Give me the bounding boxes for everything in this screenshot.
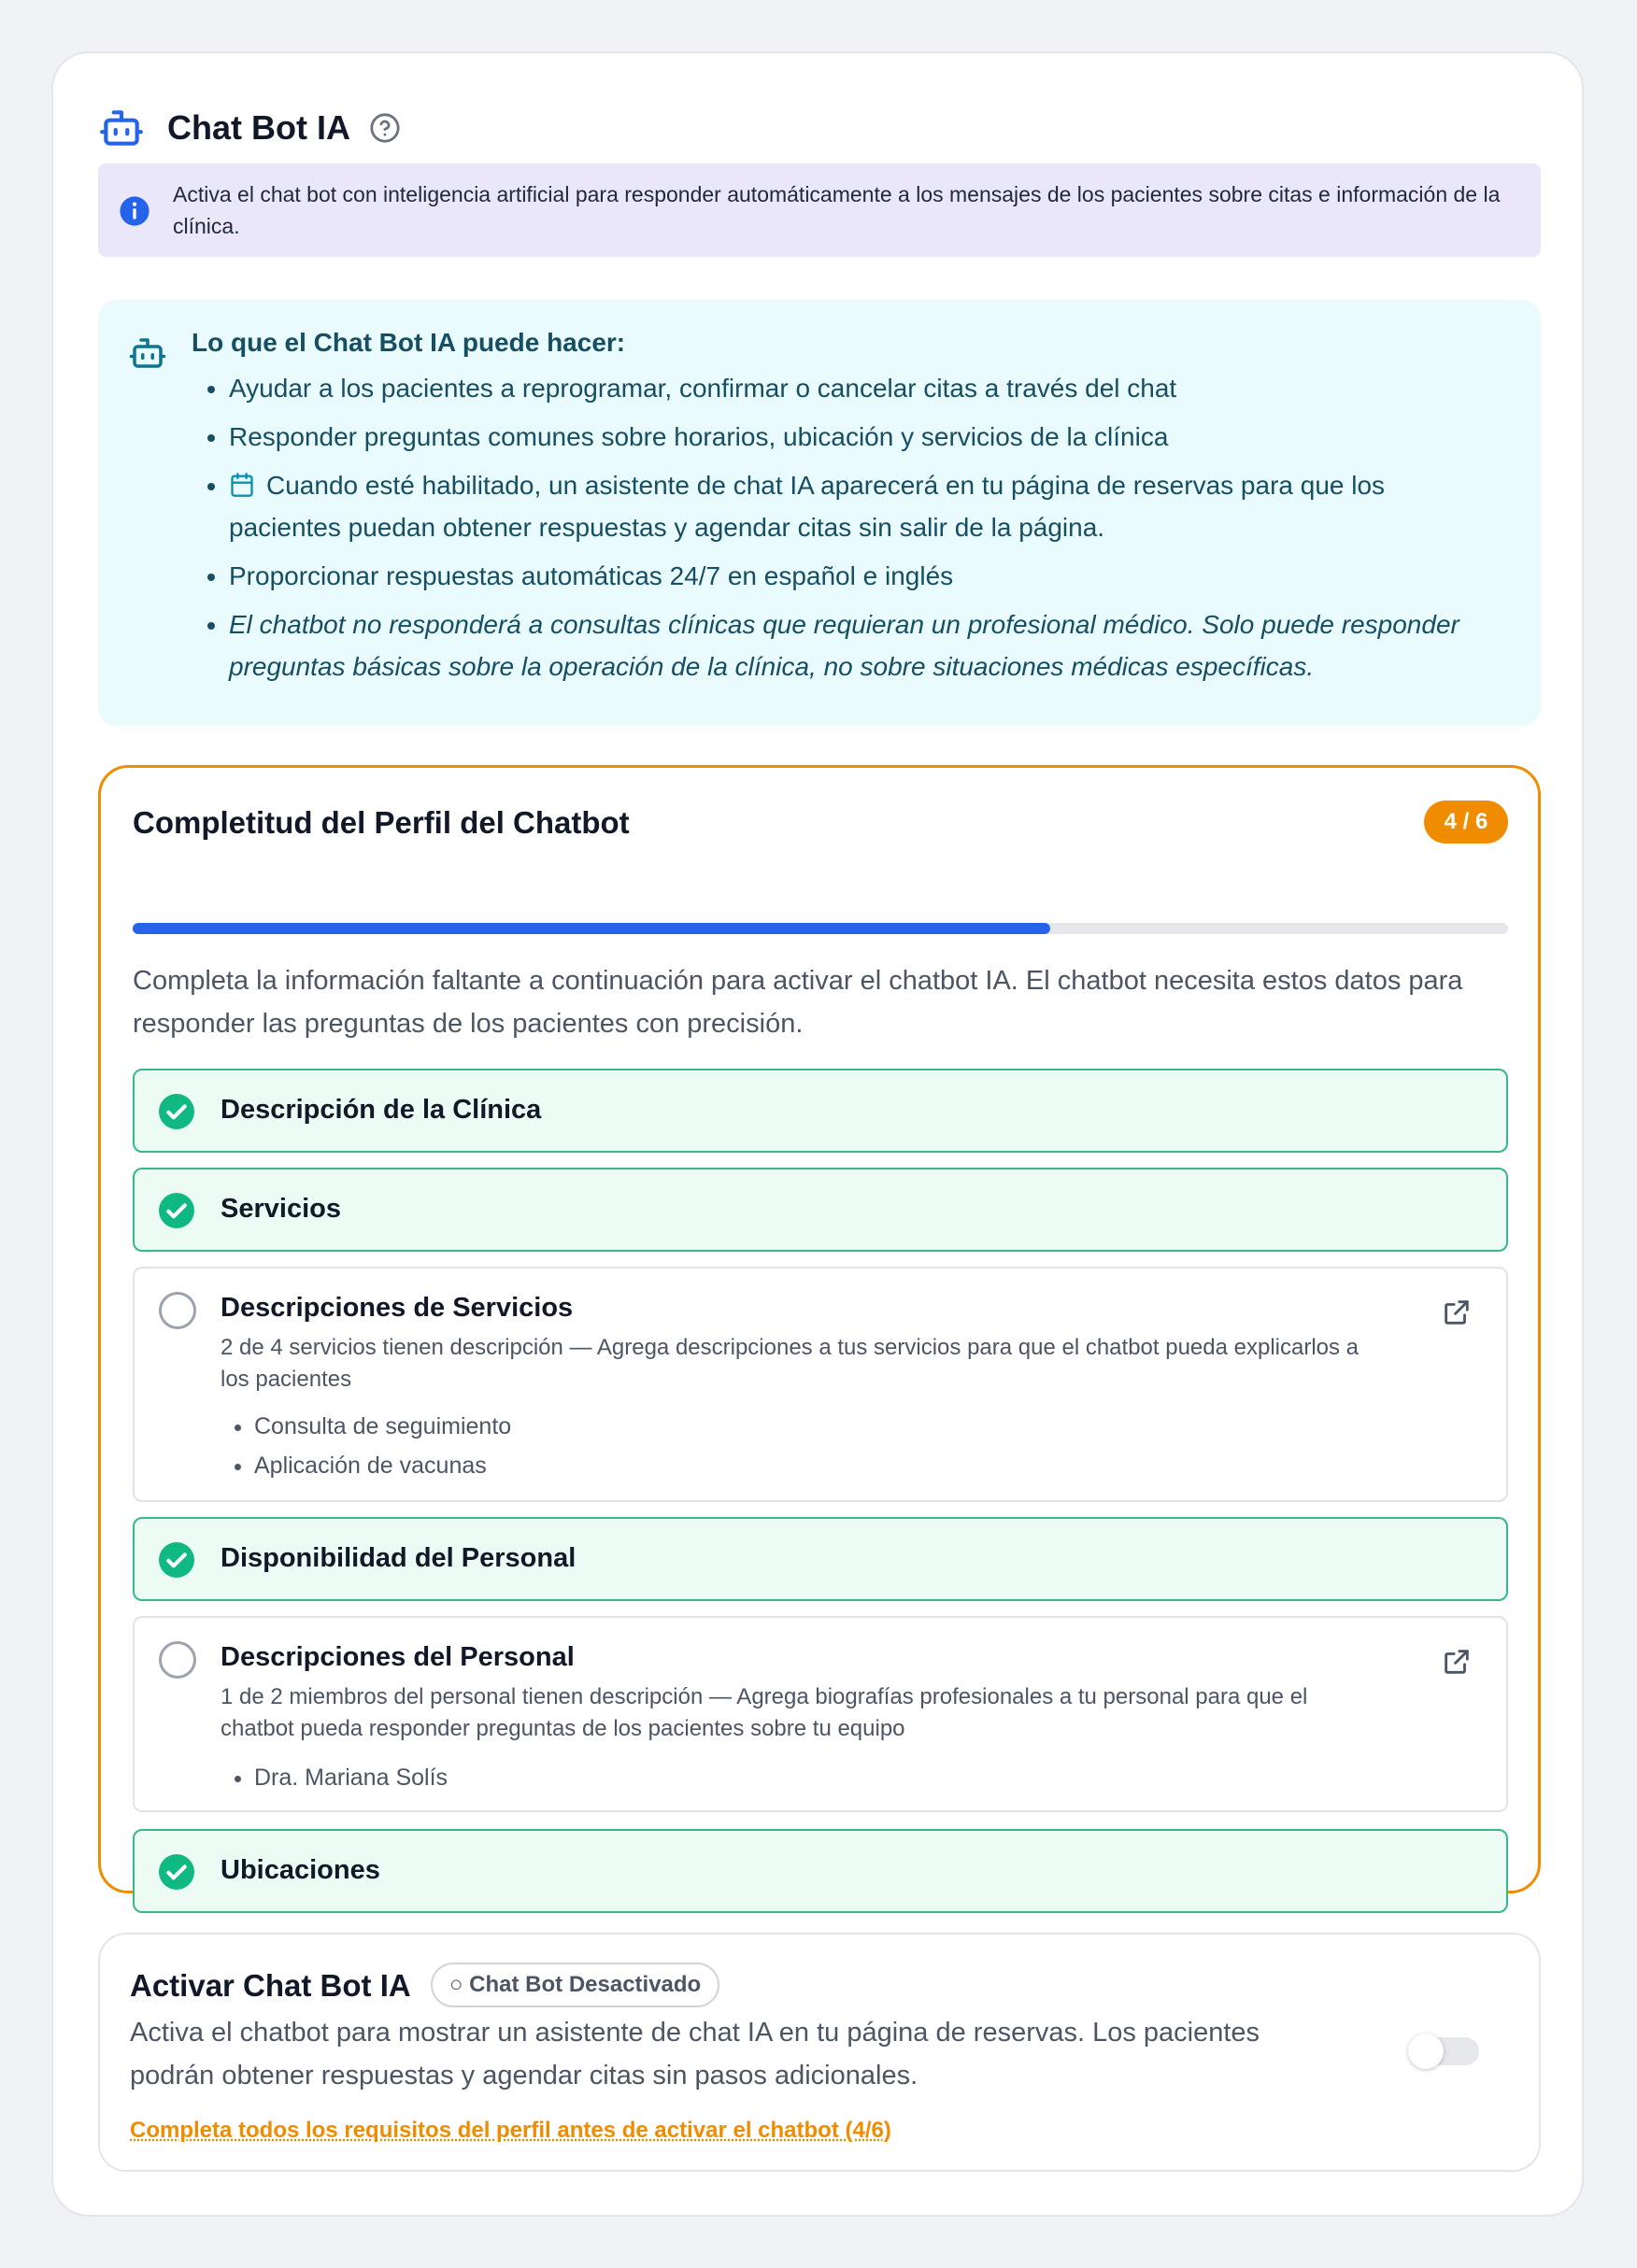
- page-title: Chat Bot IA: [167, 108, 350, 147]
- capabilities-panel: [98, 300, 1541, 726]
- check-circle-icon: [159, 1193, 194, 1228]
- requirement-detail: 1 de 2 miembros del personal tienen descripción — Agrega biografías profesionales a tu personal para que el chatbot pueda responder preguntas de los pacientes sobre tu equipo: [221, 1684, 1308, 1741]
- card-header: [98, 100, 401, 156]
- info-banner: [98, 163, 1541, 257]
- capability-item: • Ayudar a los pacientes a reprogramar, confirmar o cancelar citas a través del chat: [229, 367, 1556, 409]
- activate-title: Activar Chat Bot IA: [130, 1968, 411, 2003]
- completeness-title: Completitud del Perfil del Chatbot: [133, 805, 630, 840]
- requirement-services: [133, 1168, 1508, 1252]
- requirement-label: Servicios: [221, 1194, 341, 1224]
- empty-circle-icon: [159, 1641, 196, 1679]
- profile-completeness-panel: [98, 765, 1541, 1893]
- requirement-staff-availability: [133, 1517, 1508, 1601]
- capability-item: • Proporcionar respuestas automáticas 24/7 en español e inglés: [229, 555, 1556, 597]
- requirement-label: Ubicaciones: [221, 1855, 380, 1885]
- completeness-progress-bar: [133, 923, 1508, 934]
- requirement-clinic-description: [133, 1069, 1508, 1153]
- requirement-label: Descripción de la Clínica: [221, 1095, 542, 1125]
- check-circle-icon: [159, 1542, 194, 1578]
- check-circle-icon: [159, 1094, 194, 1129]
- requirement-label: Disponibilidad del Personal: [221, 1543, 577, 1573]
- missing-items-list: [221, 1407, 511, 1485]
- chatbot-settings-card: [51, 51, 1584, 2217]
- completeness-badge: 4 / 6: [1424, 801, 1508, 843]
- activate-description: Activa el chatbot para mostrar un asistente de chat IA en tu página de reservas. Los pacientes podrán obtener respuestas y agendar citas sin pasos adicionales.: [130, 2018, 1260, 2091]
- requirement-service-descriptions[interactable]: [133, 1267, 1508, 1502]
- info-banner-text: Activa el chat bot con inteligencia artificial para responder automáticamente a los mensajes de los pacientes sobre citas e información de la clínica.: [173, 182, 1501, 238]
- capability-item: • Responder preguntas comunes sobre horarios, ubicación y servicios de la clínica: [229, 416, 1556, 458]
- external-link-icon[interactable]: [1441, 1297, 1473, 1328]
- requirement-locations: [133, 1829, 1508, 1913]
- missing-item: • Aplicación de vacunas: [254, 1446, 511, 1485]
- activate-chatbot-panel: [98, 1933, 1541, 2172]
- help-icon[interactable]: [369, 112, 401, 144]
- capability-item-text: Cuando esté habilitado, un asistente de chat IA aparecerá en tu página de reservas para que los pacientes puedan obtener respuestas y agendar citas sin salir de la página.: [229, 471, 1386, 542]
- requirement-staff-descriptions[interactable]: [133, 1616, 1508, 1812]
- capability-item: [229, 464, 1556, 548]
- info-icon: [119, 195, 150, 227]
- activate-chatbot-toggle[interactable]: [1412, 2037, 1479, 2065]
- robot-icon: [128, 333, 167, 373]
- capabilities-list: [192, 367, 1556, 694]
- completeness-progress-fill: [133, 923, 1050, 934]
- empty-circle-icon: [159, 1292, 196, 1329]
- toggle-knob[interactable]: [1408, 2034, 1444, 2069]
- requirements-warning-link[interactable]: Completa todos los requisitos del perfil antes de activar el chatbot (4/6): [130, 2118, 891, 2143]
- check-circle-icon: [159, 1854, 194, 1890]
- requirement-label: Descripciones de Servicios: [221, 1293, 574, 1323]
- robot-icon: [98, 105, 145, 151]
- completeness-description: Completa la información faltante a continuación para activar el chatbot IA. El chatbot necesita estos datos para responder las preguntas de los pacientes con precisión.: [133, 966, 1463, 1039]
- status-badge: ○ Chat Bot Desactivado: [431, 1963, 719, 2007]
- capabilities-title: Lo que el Chat Bot IA puede hacer:: [192, 328, 626, 357]
- capability-disclaimer: • El chatbot no responderá a consultas clínicas que requieran un profesional médico. Solo puede responder preguntas básicas sobre la operación de la clínica, no sobre situaciones médicas específicas.: [229, 603, 1556, 687]
- calendar-icon: [229, 472, 255, 498]
- requirement-label: Descripciones del Personal: [221, 1642, 575, 1672]
- requirement-detail: 2 de 4 servicios tienen descripción — Agrega descripciones a tus servicios para que el chatbot pueda explicarlos a los pacientes: [221, 1335, 1359, 1392]
- missing-item: • Consulta de seguimiento: [254, 1407, 511, 1446]
- external-link-icon[interactable]: [1441, 1646, 1473, 1678]
- missing-items-list: [221, 1758, 448, 1797]
- missing-item: • Dra. Mariana Solís: [254, 1758, 448, 1797]
